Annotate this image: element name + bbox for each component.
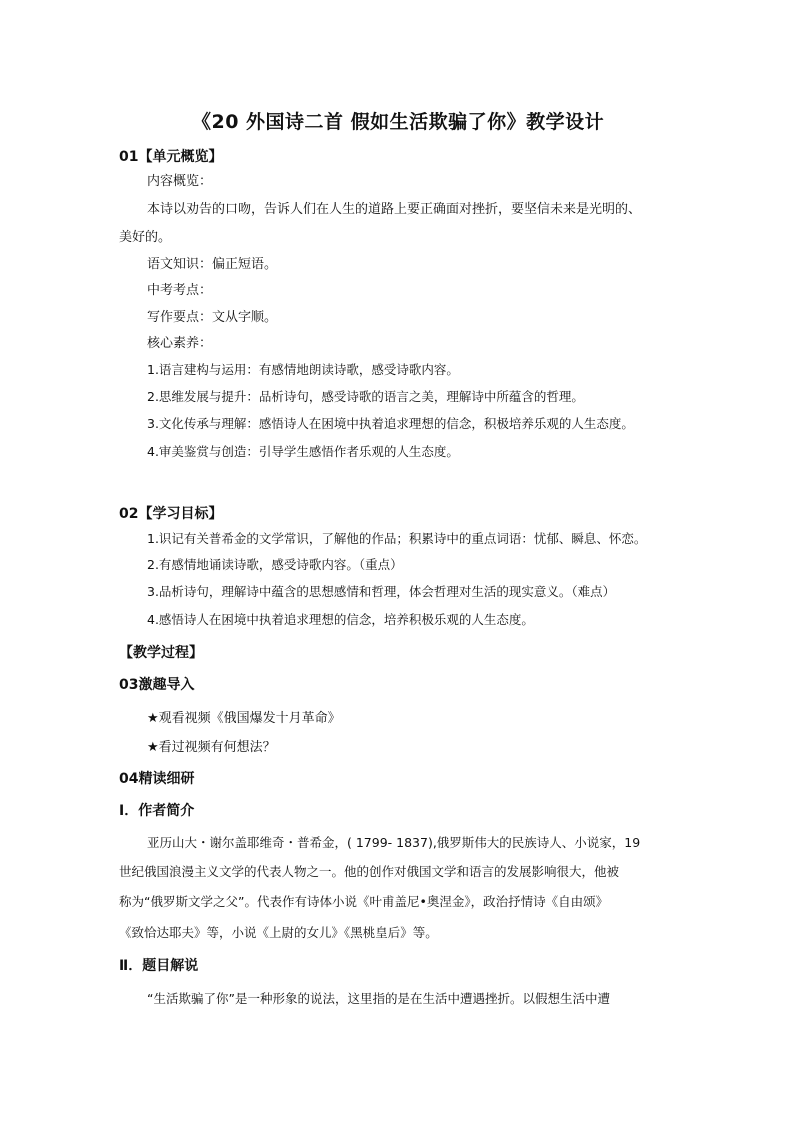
learning-goal-item: 1.识记有关普希金的文学常识，了解他的作品；积累诗中的重点词语：忧郁、瞬息、怀恋。 <box>147 531 647 546</box>
overview-label: 内容概览： <box>147 174 213 189</box>
author-intro-line: 称为“俄罗斯文学之父”。代表作有诗体小说《叶甫盖尼•奥涅金》，政治抒情诗《自由颂》 <box>119 894 609 909</box>
teaching-process-heading: 【教学过程】 <box>119 645 203 661</box>
language-knowledge: 语文知识：偏正短语。 <box>147 257 278 272</box>
overview-text-line: 美好的。 <box>119 230 172 245</box>
section-heading-goals: 02【学习目标】 <box>119 506 223 522</box>
core-literacy-item: 3.文化传承与理解：感悟诗人在困境中执着追求理想的信念，积极培养乐观的人生态度。 <box>147 416 634 431</box>
exam-points: 中考考点： <box>147 283 213 298</box>
learning-goal-item: 3.品析诗句，理解诗中蕴含的思想感情和哲理，体会哲理对生活的现实意义。（难点） <box>147 584 616 599</box>
core-literacy-item: 2.思维发展与提升：品析诗句，感受诗歌的语言之美，理解诗中所蕴含的哲理。 <box>147 389 584 404</box>
core-literacy-item: 1.语言建构与运用：有感情地朗读诗歌，感受诗歌内容。 <box>147 362 459 377</box>
title-explanation-heading: Ⅱ．题目解说 <box>119 958 199 974</box>
core-literacy-item: 4.审美鉴赏与创造：引导学生感悟作者乐观的人生态度。 <box>147 444 459 459</box>
writing-points: 写作要点：文从字顺。 <box>147 310 278 325</box>
author-intro-line: 《致恰达耶夫》等，小说《上尉的女儿》《黑桃皇后》等。 <box>119 925 438 940</box>
learning-goal-item: 2.有感情地诵读诗歌，感受诗歌内容。（重点） <box>147 557 403 572</box>
title-explanation-line: “生活欺骗了你”是一种形象的说法，这里指的是在生活中遭遇挫折。以假想生活中遭 <box>147 991 610 1006</box>
overview-text-line: 本诗以劝告的口吻，告诉人们在人生的道路上要正确面对挫折，要坚信未来是光明的、 <box>147 202 642 217</box>
author-intro-line: 亚历山大・谢尔盖耶维奇・普希金，( 1799- 1837),俄罗斯伟大的民族诗人、小说家，19 <box>147 835 641 850</box>
section-heading-reading: 04精读细研 <box>119 771 195 787</box>
section-heading-overview: 01【单元概览】 <box>119 149 223 165</box>
intro-item: ★看过视频有何想法？ <box>147 740 276 755</box>
author-intro-line: 世纪俄国浪漫主义文学的代表人物之一。他的创作对俄国文学和语言的发展影响很大，他被 <box>119 864 620 879</box>
learning-goal-item: 4.感悟诗人在困境中执着追求理想的信念，培养积极乐观的人生态度。 <box>147 612 534 627</box>
section-heading-intro: 03激趣导入 <box>119 677 195 693</box>
intro-item: ★观看视频《俄国爆发十月革命》 <box>147 711 341 726</box>
core-literacy-label: 核心素养： <box>147 336 213 351</box>
document-title: 《20 外国诗二首 假如生活欺骗了你》教学设计 <box>192 111 605 133</box>
author-intro-heading: Ⅰ．作者简介 <box>119 803 195 819</box>
